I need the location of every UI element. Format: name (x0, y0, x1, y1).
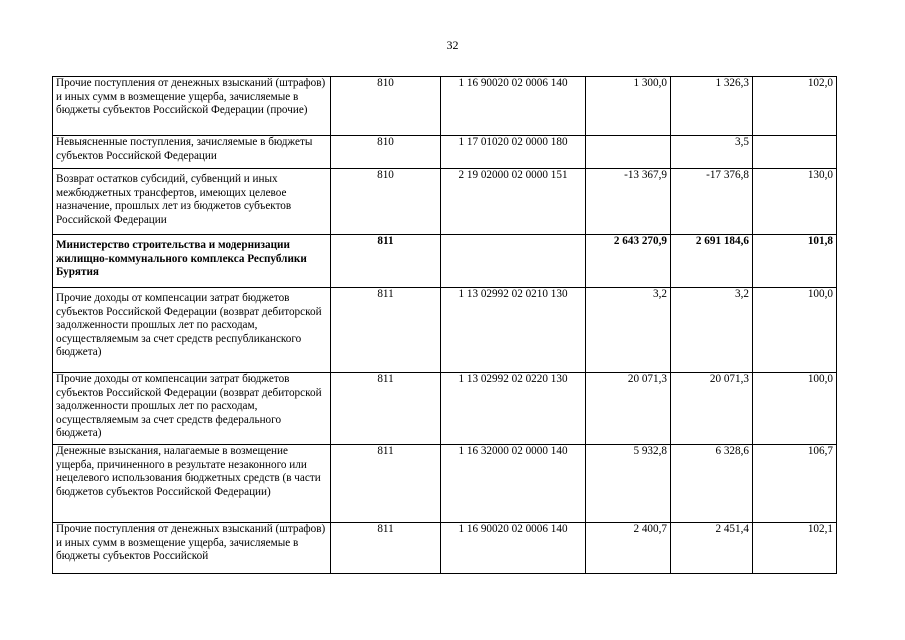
revenue-table (52, 76, 837, 574)
plan-value: 20 071,3 (586, 373, 671, 445)
plan-value: 1 300,0 (586, 77, 671, 136)
admin-code: 810 (331, 136, 441, 169)
admin-code: 811 (331, 373, 441, 445)
fact-value: 2 451,4 (671, 523, 753, 574)
table-row (53, 445, 837, 523)
revenue-name: Прочие доходы от компенсации затрат бюджетов субъектов Российской Федерации (возврат дебиторской задолженности прошлых лет по расходам, осуществляемым за счет средств республиканского бюджета) (53, 288, 331, 373)
percent-value: 100,0 (753, 288, 837, 373)
admin-code: 810 (331, 77, 441, 136)
kbk-code: 1 13 02992 02 0210 130 (441, 288, 586, 373)
percent-value: 102,0 (753, 77, 837, 136)
fact-value: 20 071,3 (671, 373, 753, 445)
percent-value (753, 136, 837, 169)
revenue-name: Невыясненные поступления, зачисляемые в бюджеты субъектов Российской Федерации (53, 136, 331, 169)
admin-code: 811 (331, 235, 441, 288)
fact-value: 1 326,3 (671, 77, 753, 136)
revenue-name: Прочие поступления от денежных взысканий (штрафов) и иных сумм в возмещение ущерба, зачисляемые в бюджеты субъектов Российской (53, 523, 331, 574)
table-row-ministry (53, 235, 837, 288)
fact-value: 6 328,6 (671, 445, 753, 523)
kbk-code: 1 16 90020 02 0006 140 (441, 523, 586, 574)
table-row (53, 169, 837, 235)
fact-value: 2 691 184,6 (671, 235, 753, 288)
admin-code: 811 (331, 288, 441, 373)
percent-value: 130,0 (753, 169, 837, 235)
table-row (53, 373, 837, 445)
fact-value: 3,2 (671, 288, 753, 373)
kbk-code: 1 17 01020 02 0000 180 (441, 136, 586, 169)
fact-value: 3,5 (671, 136, 753, 169)
kbk-code (441, 235, 586, 288)
kbk-code: 1 13 02992 02 0220 130 (441, 373, 586, 445)
plan-value: -13 367,9 (586, 169, 671, 235)
admin-code: 811 (331, 523, 441, 574)
revenue-name: Прочие поступления от денежных взысканий (штрафов) и иных сумм в возмещение ущерба, зачисляемые в бюджеты субъектов Российской Федерации (прочие) (53, 77, 331, 136)
kbk-code: 2 19 02000 02 0000 151 (441, 169, 586, 235)
fact-value: -17 376,8 (671, 169, 753, 235)
revenue-name: Прочие доходы от компенсации затрат бюджетов субъектов Российской Федерации (возврат дебиторской задолженности прошлых лет по расходам, осуществляемым за счет средств федерального бюджета) (53, 373, 331, 445)
plan-value: 2 643 270,9 (586, 235, 671, 288)
admin-code: 810 (331, 169, 441, 235)
percent-value: 106,7 (753, 445, 837, 523)
ministry-name: Министерство строительства и модернизации жилищно-коммунального комплекса Республики Бурятия (53, 235, 331, 288)
admin-code: 811 (331, 445, 441, 523)
table-row (53, 288, 837, 373)
plan-value (586, 136, 671, 169)
table-row (53, 136, 837, 169)
plan-value: 3,2 (586, 288, 671, 373)
kbk-code: 1 16 90020 02 0006 140 (441, 77, 586, 136)
percent-value: 102,1 (753, 523, 837, 574)
page-number: 32 (446, 38, 459, 52)
table-row (53, 523, 837, 574)
revenue-name: Возврат остатков субсидий, субвенций и иных межбюджетных трансфертов, имеющих целевое назначение, прошлых лет из бюджетов субъектов Российской Федерации (53, 169, 331, 235)
kbk-code: 1 16 32000 02 0000 140 (441, 445, 586, 523)
revenue-name: Денежные взыскания, налагаемые в возмещение ущерба, причиненного в результате незаконного или нецелевого использования бюджетных средств (в части бюджетов субъектов Российской Федерации) (53, 445, 331, 523)
percent-value: 101,8 (753, 235, 837, 288)
percent-value: 100,0 (753, 373, 837, 445)
table-row (53, 77, 837, 136)
plan-value: 2 400,7 (586, 523, 671, 574)
plan-value: 5 932,8 (586, 445, 671, 523)
